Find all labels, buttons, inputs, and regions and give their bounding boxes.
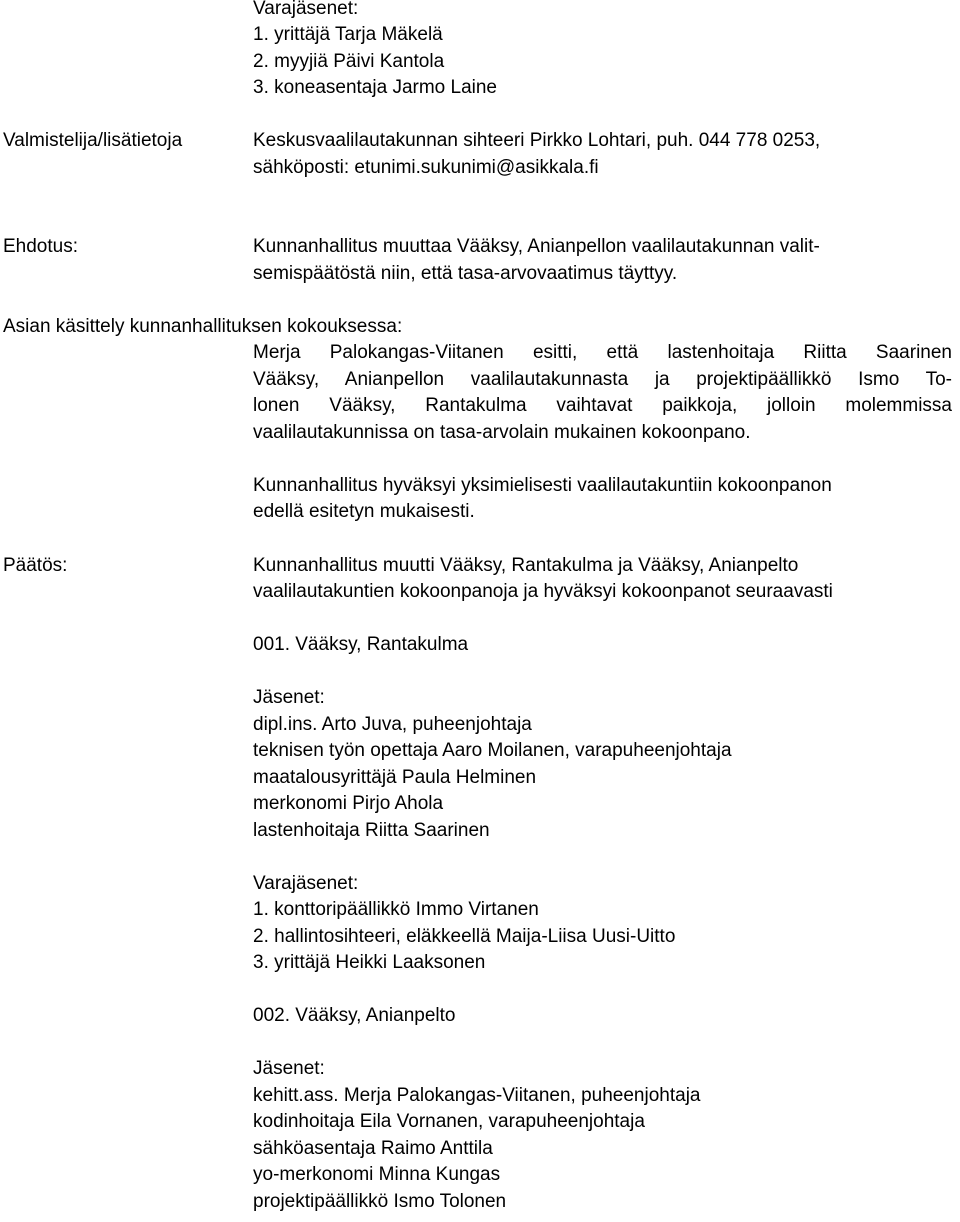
decision-label: Päätös: [3, 555, 68, 576]
board1-deputy: 3. yrittäjä Heikki Laaksonen [253, 952, 486, 973]
board1-deputies-heading: Varajäsenet: [253, 873, 359, 894]
board1-members-heading: Jäsenet: [253, 687, 325, 708]
deputy-item: 2. myyjiä Päivi Kantola [253, 51, 445, 72]
board1-member: teknisen työn opettaja Aaro Moilanen, varapuheenjohtaja [253, 740, 732, 761]
board2-member: sähköasentaja Raimo Anttila [253, 1138, 493, 1159]
deputies-heading: Varajäsenet: [253, 0, 359, 19]
meeting-para2-line: edellä esitetyn mukaisesti. [253, 501, 475, 522]
decision-line: vaalilautakuntien kokoonpanoja ja hyväksyi kokoonpanot seuraavasti [253, 581, 833, 602]
preparer-line: sähköposti: etunimi.sukunimi@asikkala.fi [253, 157, 599, 178]
board2-members-heading: Jäsenet: [253, 1058, 325, 1079]
board2-member: yo-merkonomi Minna Kungas [253, 1164, 501, 1185]
meeting-para1-line: lonen Vääksy, Rantakulma vaihtavat paikkoja, jolloin molemmissa [253, 395, 952, 416]
board1-member: maatalousyrittäjä Paula Helminen [253, 767, 537, 788]
meeting-para1-line: Merja Palokangas-Viitanen esitti, että lastenhoitaja Riitta Saarinen [253, 342, 952, 363]
board2-member: kodinhoitaja Eila Vornanen, varapuheenjohtaja [253, 1111, 645, 1132]
decision-line: Kunnanhallitus muutti Vääksy, Rantakulma ja Vääksy, Anianpelto [253, 555, 799, 576]
board1-member: dipl.ins. Arto Juva, puheenjohtaja [253, 714, 532, 735]
meeting-heading: Asian käsittely kunnanhallituksen kokouksessa: [3, 316, 403, 337]
board2-member: projektipäällikkö Ismo Tolonen [253, 1191, 507, 1212]
meeting-para2-line: Kunnanhallitus hyväksyi yksimielisesti vaalilautakuntiin kokoonpanon [253, 475, 832, 496]
board2-title: 002. Vääksy, Anianpelto [253, 1005, 456, 1026]
meeting-para1-line: Vääksy, Anianpellon vaalilautakunnasta ja projektipäällikkö Ismo To- [253, 369, 952, 390]
board1-title: 001. Vääksy, Rantakulma [253, 634, 469, 655]
board1-member: merkonomi Pirjo Ahola [253, 793, 444, 814]
proposal-label: Ehdotus: [3, 236, 78, 257]
preparer-label: Valmistelija/lisätietoja [3, 130, 183, 151]
board1-deputy: 1. konttoripäällikkö Immo Virtanen [253, 899, 539, 920]
deputy-item: 1. yrittäjä Tarja Mäkelä [253, 24, 443, 45]
board1-deputy: 2. hallintosihteeri, eläkkeellä Maija-Liisa Uusi-Uitto [253, 926, 676, 947]
deputy-item: 3. koneasentaja Jarmo Laine [253, 77, 497, 98]
proposal-line: semispäätöstä niin, että tasa-arvovaatimus täyttyy. [253, 263, 678, 284]
board2-member: kehitt.ass. Merja Palokangas-Viitanen, puheenjohtaja [253, 1085, 701, 1106]
board1-member: lastenhoitaja Riitta Saarinen [253, 820, 490, 841]
proposal-line: Kunnanhallitus muuttaa Vääksy, Anianpellon vaalilautakunnan valit- [253, 236, 820, 257]
meeting-para1-line: vaalilautakunnissa on tasa-arvolain mukainen kokoonpano. [253, 422, 751, 443]
preparer-line: Keskusvaalilautakunnan sihteeri Pirkko Lohtari, puh. 044 778 0253, [253, 130, 821, 151]
